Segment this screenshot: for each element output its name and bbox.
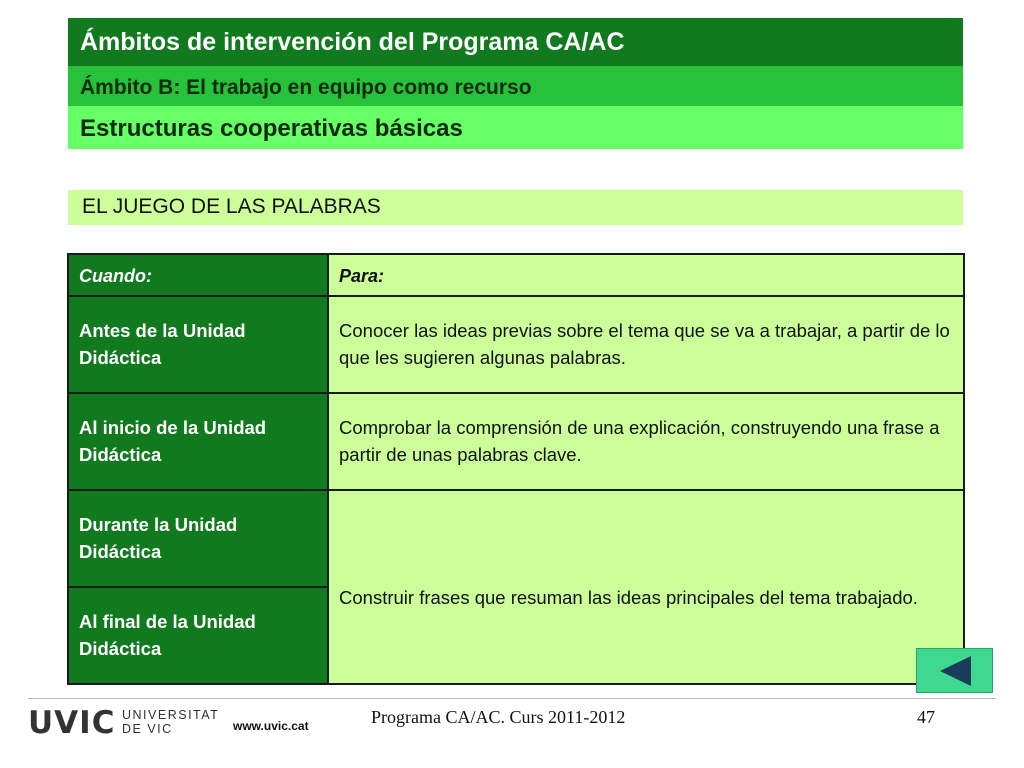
page-number: 47 xyxy=(917,707,935,727)
logo-mark: UVIC xyxy=(28,705,116,741)
slide-subtitle: Ámbito B: El trabajo en equipo como recurso xyxy=(68,66,963,106)
logo-line-2: DE VIC xyxy=(122,722,173,736)
usage-table xyxy=(67,253,965,685)
game-title: EL JUEGO DE LAS PALABRAS xyxy=(68,190,963,225)
table-header-row xyxy=(68,254,964,296)
website-link[interactable]: www.uvic.cat xyxy=(233,719,309,733)
table-row xyxy=(68,393,964,490)
cell-for: Conocer las ideas previas sobre el tema que se va a trabajar, a partir de lo que les sugieren algunas palabras. xyxy=(328,296,964,393)
header-para: Para: xyxy=(328,254,964,296)
cell-when: Durante la Unidad Didáctica xyxy=(68,490,328,587)
cell-for-merged: Construir frases que resuman las ideas principales del tema trabajado. xyxy=(328,490,964,684)
slide-title: Ámbitos de intervención del Programa CA/AC xyxy=(68,18,963,66)
logo-line-1: UNIVERSITAT xyxy=(122,708,220,722)
uvic-logo xyxy=(28,705,228,741)
footer-divider xyxy=(28,698,996,699)
footer-caption: Programa CA/AC. Curs 2011-2012 xyxy=(371,707,626,727)
triangle-left-icon xyxy=(939,655,973,687)
back-button[interactable] xyxy=(916,648,993,693)
table-row xyxy=(68,296,964,393)
section-title: Estructuras cooperativas básicas xyxy=(68,106,963,149)
cell-when: Al final de la Unidad Didáctica xyxy=(68,587,328,684)
header-cuando: Cuando: xyxy=(68,254,328,296)
logo-text xyxy=(122,708,219,736)
cell-when: Al inicio de la Unidad Didáctica xyxy=(68,393,328,490)
cell-for: Comprobar la comprensión de una explicación, construyendo una frase a partir de unas palabras clave. xyxy=(328,393,964,490)
cell-when: Antes de la Unidad Didáctica xyxy=(68,296,328,393)
table-row xyxy=(68,490,964,587)
